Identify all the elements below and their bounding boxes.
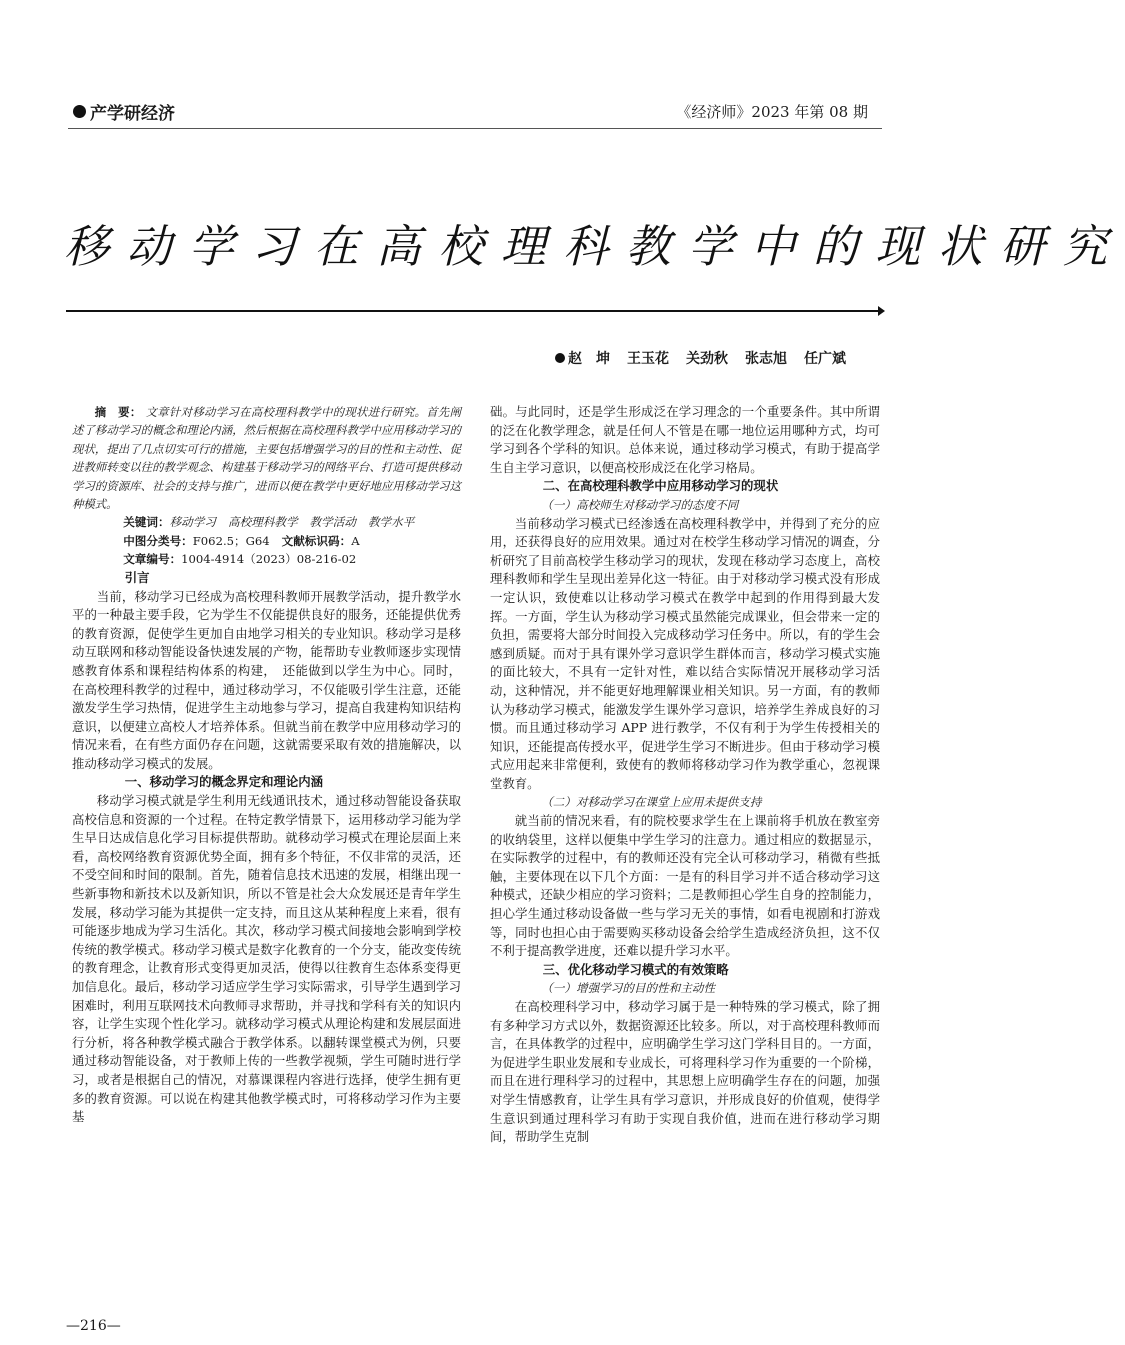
classification-line <box>72 532 461 551</box>
intro-paragraph: 当前，移动学习已经成为高校理科教师开展教学活动，提升教学水平的一种最主要手段，它为学生不仅能提供良好的服务，还能提供优秀的教育资源，促使学生更加自由地学习相关的专业知识。移动学习是移动互联网和移动智能设备快速发展的产物，能帮助专业教师逐步实现情感教育体系和课程结构体系的构建， 还能做到以学生为中心。同时，在高校理科教学的过程中，通过移动学习，不仅能吸引学生注意，还能激发学生学习热情，促进学生主动地参与学习，提高自我建构知识结构意识，以便建立高校人才培养体系。但就当前在教学中应用移动学习的情况来看，在有些方面仍存在问题，这就需要采取有效的措施解决，以推动移动学习模式的发展。 <box>72 588 461 771</box>
abstract-label: 摘 要： <box>94 405 142 419</box>
section-2-paragraph-1: 当前移动学习模式已经渗透在高校理科教学中，并得到了充分的应用，还获得良好的应用效果。通过对在校学生移动学习情况的调查，分析研究了目前高校学生移动学习的现状，发现在移动学习态度上，高校理科教师和学生呈现出差异化这一特征。由于对移动学习模式没有形成一定认识，致使难以让移动学习模式在教学中起到的作用得到最大发挥。一方面，学生认为移动学习模式虽然能完成课业，但会带来一定的负担，需要将大部分时间投入完成移动学习任务中。所以，有的学生会感到质疑。而对于具有课外学习意识学生群体而言，移动学习模式实施的面比较大，不具有一定针对性，难以结合实际情况开展移动学习活动，这种情况，并不能更好地理解课业相关知识。另一方面，有的教师认为移动学习模式，能激发学生课外学习意识，培养学生养成良好的习惯。而且通过移动学习 APP 进行教学，不仅有利于为学生传授相关的知识，还能提高传授水平，促进学生学习不断进步。但由于移动学习模式应用起来非常便利，致使有的教师将移动学习作为教学重心，忽视课堂教育。 <box>490 515 880 791</box>
section-name: 产学研经济 <box>90 104 175 124</box>
author-list <box>555 348 846 368</box>
section-2-subheading-2: （二）对移动学习在课堂上应用未提供支持 <box>541 795 762 810</box>
journal-info: 《经济师》2023 年第 08 期 <box>676 103 868 121</box>
section-3-heading: 三、优化移动学习模式的有效策略 <box>542 961 729 977</box>
bullet-icon <box>555 353 565 363</box>
section-2-heading: 二、在高校理科教学中应用移动学习的现状 <box>542 478 779 494</box>
page-number: —216— <box>66 1318 121 1334</box>
keywords-label: 关键词： <box>123 515 170 530</box>
keyword: 教学水平 <box>367 515 415 530</box>
title-divider <box>66 310 882 312</box>
author-name: 任广斌 <box>804 351 846 367</box>
article-number-line <box>72 550 461 569</box>
keyword: 移动学习 <box>169 515 216 530</box>
abstract <box>72 403 461 513</box>
section-1-paragraph-continued: 础。与此同时，还是学生形成泛在学习理念的一个重要条件。其中所谓的泛在化教学理念，就是任何人不管是在哪一地位运用哪种方式，均可学习到各个学科的知识。总体来说，通过移动学习模式，有助于提高学生自主学习意识，以便高校形成泛在化学习格局。 <box>490 404 880 475</box>
keyword: 高校理科教学 <box>227 515 298 530</box>
section-2-paragraph-2: 就当前的情况来看，有的院校要求学生在上课前将手机放在教室旁的收纳袋里，这样以便集中学生学习的注意力。通过相应的数据显示，在实际教学的过程中，有的教师还没有完全认可移动学习，稍微有些抵触，主要体现在以下几个方面：一是有的科目学习并不适合移动学习这种模式，还缺少相应的学习资料；二是教师担心学生自身的控制能力，担心学生通过移动设备做一些与学习无关的事情，如看电视剧和打游戏等，同时也担心由于需要购买移动设备会给学生造成经济负担，这不仅不利于提高教学进度，还难以提升学习水平。 <box>490 813 880 959</box>
section-1-paragraph: 移动学习模式就是学生利用无线通讯技术，通过移动智能设备获取高校信息和资源的一个过程。在特定教学情景下，运用移动学习能为学生早日达成信息化学习目标提供帮助。就移动学习模式在理论层面上来看，高校网络教育资源优势全面，拥有多个特征，不仅非常的灵活，还不受空间和时间的限制。首先，随着信息技术迅速的发展，相继出现一些新事物和新技术以及新知识，所以不管是社会大众发展还是青年学生发展，移动学习能为其提供一定支持，而且这从某种程度上来看，很有可能逐步地成为学习生活化。其次，移动学习模式间接地会影响到学校传统的教学模式。移动学习模式是数字化教育的一个分支，能改变传统的教育理念，让教育形式变得更加灵活，使得以往教育生态体系变得更加信息化。最后，移动学习适应学生学习实际需求，引导学生遇到学习困难时，利用互联网技术向教师寻求帮助，并寻找和学科有关的知识内容，让学生实现个性化学习。就移动学习模式从理论构建和发展层面进行分析，将各种教学模式融合于教学体系。以翻转课堂模式为例，只要通过移动智能设备，对于教师上传的一些教学视频，学生可随时进行学习，或者是根据自己的情况，对慕课课程内容进行选择，使学生拥有更多的教育资源。可以说在构建其他教学模式时，可将移动学习作为主要基 <box>72 793 461 1125</box>
section-label <box>73 99 175 124</box>
keyword: 教学活动 <box>309 515 356 530</box>
doc-code-value: A <box>351 533 360 548</box>
article-no-label: 文章编号： <box>123 552 182 567</box>
clc-label: 中图分类号： <box>123 533 193 548</box>
section-1-heading: 一、移动学习的概念界定和理论内涵 <box>124 774 324 790</box>
article-no-value: 1004-4914（2023）08-216-02 <box>181 552 357 567</box>
arrow-right-icon <box>878 306 885 316</box>
author-name: 张志旭 <box>745 351 787 367</box>
section-3-paragraph-1: 在高校理科学习中，移动学习属于是一种特殊的学习模式，除了拥有多种学习方式以外，数据资源还比较多。所以，对于高校理科教师而言，在具体教学的过程中，应明确学生学习这门学科目目的。一方面，为促进学生职业发展和专业成长，可将理科学习作为重要的一个阶梯，而且在进行理科学习的过程中，其思想上应明确学生存在的问题，加强对学生情感教育，让学生具有学习意识，并形成良好的价值观，使得学生意识到通过理科学习有助于实现自我价值，进而在进行移动学习期间，帮助学生克制 <box>490 999 880 1145</box>
section-3-subheading-1: （一）增强学习的目的性和主动性 <box>541 981 716 996</box>
article-title: 移动学习在高校理科教学中的现状研究 <box>64 220 1125 273</box>
author-name: 关劲秋 <box>686 351 728 367</box>
author-name: 王玉花 <box>627 351 669 367</box>
section-2-subheading-1: （一）高校师生对移动学习的态度不同 <box>541 497 739 512</box>
author-name: 赵 坤 <box>568 351 610 367</box>
abstract-text: 文章针对移动学习在高校理科教学中的现状进行研究。首先阐述了移动学习的概念和理论内涵，然后根据在高校理科教学中应用移动学习的现状，提出了几点切实可行的措施，主要包括增强学习的目的性和主动性、促进教师转变以往的教学观念、构建基于移动学习的网络平台、打造可提供移动学习的资源库、社会的支持与推广，进而以便在教学中更好地应用移动学习这种模式。 <box>72 405 461 512</box>
intro-heading: 引言 <box>124 569 150 585</box>
right-column <box>490 403 880 1147</box>
keywords-line <box>72 513 461 532</box>
left-column <box>72 403 461 1127</box>
clc-value: F062.5；G64 <box>192 533 270 548</box>
bullet-icon <box>73 105 86 118</box>
header-divider <box>68 128 882 129</box>
doc-code-label: 文献标识码： <box>281 533 352 548</box>
